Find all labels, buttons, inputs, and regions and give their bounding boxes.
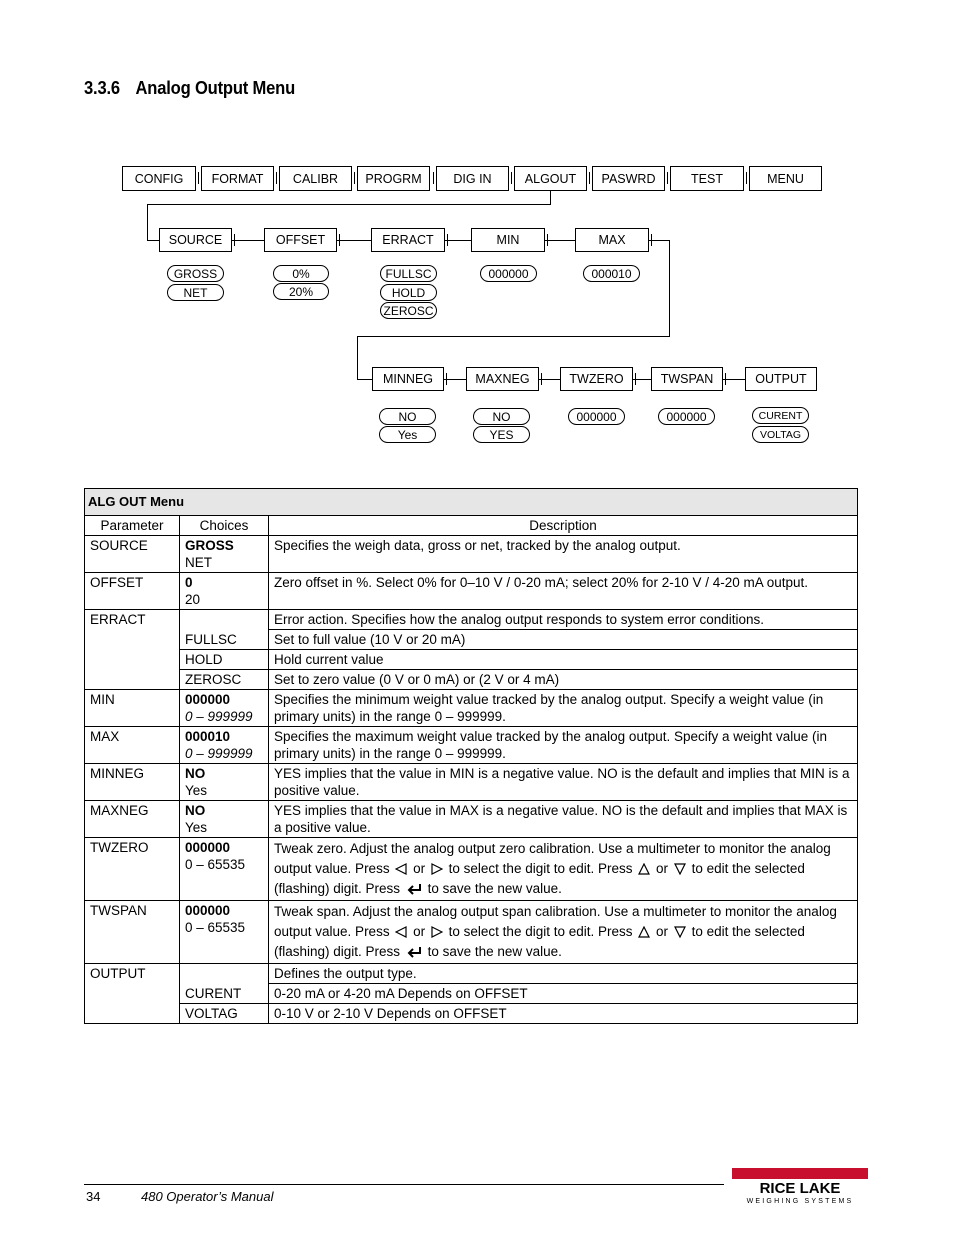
connector <box>635 373 636 385</box>
description-cell: 0-20 mA or 4-20 mA Depends on OFFSET <box>269 984 858 1004</box>
table-row <box>85 838 858 901</box>
section-title: Analog Output Menu <box>135 78 296 98</box>
description-cell: Set to full value (10 V or 20 mA) <box>269 630 858 650</box>
menu-digin: DIG IN <box>436 166 509 191</box>
table-row <box>85 764 858 801</box>
param-cell: SOURCE <box>85 536 180 573</box>
choices-cell <box>180 801 269 838</box>
table-row <box>85 801 858 838</box>
description-cell: Hold current value <box>269 650 858 670</box>
connector <box>147 204 551 205</box>
menu-menu: MENU <box>749 166 822 191</box>
right-arrow-icon <box>431 926 443 938</box>
description-cell: Tweak span. Adjust the analog output span calibration. Use a multimeter to monitor the analog output value. Press or to select the digit to edit. Press or to edit the selected (flashing) digit. Press to save the new value. <box>269 901 858 964</box>
choices-cell <box>180 690 269 727</box>
menu-calibr: CALIBR <box>279 166 352 191</box>
menu-progrm: PROGRM <box>357 166 430 191</box>
table-row <box>85 610 858 630</box>
connector <box>651 234 652 246</box>
menu-test: TEST <box>670 166 744 191</box>
choices-cell <box>180 901 269 964</box>
description-cell: Zero offset in %. Select 0% for 0–10 V / 0-20 mA; select 20% for 2-10 V / 4-20 mA output. <box>269 573 858 610</box>
rice-lake-logo <box>730 1168 870 1208</box>
section-heading <box>84 78 295 99</box>
enter-key-icon <box>406 946 422 958</box>
connector <box>541 373 542 385</box>
connector <box>669 240 670 337</box>
param-offset: OFFSET <box>264 228 337 252</box>
default-choice: 000000 <box>185 692 231 707</box>
table-row <box>85 690 858 727</box>
header-description: Description <box>269 516 858 536</box>
param-erract: ERRACT <box>371 228 445 252</box>
option-maxneg-no: NO <box>473 408 530 425</box>
menu-algout: ALGOUT <box>514 166 587 191</box>
option-20pct: 20% <box>273 283 329 300</box>
right-arrow-icon <box>431 863 443 875</box>
param-twspan: TWSPAN <box>651 367 723 391</box>
param-minneg: MINNEG <box>372 367 444 391</box>
default-choice: 000000 <box>185 840 231 855</box>
choice-range: 0 – 65535 <box>185 920 246 935</box>
param-cell: MAXNEG <box>85 801 180 838</box>
connector <box>232 240 264 241</box>
left-arrow-icon <box>395 926 407 938</box>
choices-cell <box>180 610 269 630</box>
connector <box>649 240 669 241</box>
choice: Yes <box>185 783 208 798</box>
connector <box>357 336 670 337</box>
param-cell: TWZERO <box>85 838 180 901</box>
connector <box>547 234 548 246</box>
choice: HOLD <box>180 650 269 670</box>
connector <box>725 373 726 385</box>
option-curent: CURENT <box>752 407 809 424</box>
logo-top-text: RICE LAKE <box>759 1180 841 1197</box>
table-row <box>85 650 858 670</box>
param-cell: OUTPUT <box>85 964 180 1024</box>
choice: VOLTAG <box>180 1004 269 1024</box>
connector <box>444 379 466 380</box>
choices-cell <box>180 838 269 901</box>
option-hold: HOLD <box>380 284 437 301</box>
down-arrow-icon <box>674 926 686 938</box>
param-output: OUTPUT <box>745 367 817 391</box>
description-cell: Defines the output type. <box>269 964 858 984</box>
choice: NET <box>185 555 212 570</box>
table-row <box>85 901 858 964</box>
description-cell: Specifies the maximum weight value tracked by the analog output. Specify a weight value (in primary units) in the range 0 – 999999. <box>269 727 858 764</box>
connector <box>539 379 560 380</box>
option-gross: GROSS <box>167 265 224 282</box>
connector <box>357 336 358 379</box>
table-row <box>85 984 858 1004</box>
description-cell: Set to zero value (0 V or 0 mA) or (2 V or 4 mA) <box>269 670 858 690</box>
connector <box>357 379 372 380</box>
alg-out-menu-table <box>84 488 858 1024</box>
choice-range: 0 – 999999 <box>185 746 253 761</box>
choices-cell <box>180 573 269 610</box>
option-twspan-value: 000000 <box>658 408 715 425</box>
option-net: NET <box>167 284 224 301</box>
table-row <box>85 1004 858 1024</box>
description-cell: Specifies the weigh data, gross or net, tracked by the analog output. <box>269 536 858 573</box>
default-choice: 000010 <box>185 729 231 744</box>
param-cell: MAX <box>85 727 180 764</box>
connector <box>339 234 340 246</box>
logo-bottom-text: WEIGHING SYSTEMS <box>746 1198 854 1205</box>
description-cell: Error action. Specifies how the analog output responds to system error conditions. <box>269 610 858 630</box>
page-number: 34 <box>86 1189 101 1204</box>
section-number: 3.3.6 <box>84 78 120 98</box>
enter-key-icon <box>406 883 422 895</box>
header-parameter: Parameter <box>85 516 180 536</box>
option-voltag: VOLTAG <box>752 426 809 443</box>
choices-cell <box>180 727 269 764</box>
connector <box>446 373 447 385</box>
option-0pct: 0% <box>273 265 329 282</box>
footer-rule <box>84 1184 724 1185</box>
choices-cell <box>180 964 269 984</box>
up-arrow-icon <box>638 863 650 875</box>
param-source: SOURCE <box>159 228 232 252</box>
choice: ZEROSC <box>180 670 269 690</box>
connector <box>147 204 148 240</box>
choice-range: 0 – 65535 <box>185 857 246 872</box>
default-choice: FULLSC <box>180 630 269 650</box>
connector <box>545 240 575 241</box>
choice-range: 0 – 999999 <box>185 709 253 724</box>
table-row <box>85 727 858 764</box>
param-maxneg: MAXNEG <box>466 367 539 391</box>
description-cell: YES implies that the value in MIN is a negative value. NO is the default and implies that MIN is a positive value. <box>269 764 858 801</box>
menu-config: CONFIG <box>122 166 196 191</box>
option-zerosc: ZEROSC <box>380 302 437 319</box>
connector <box>550 191 551 204</box>
param-cell: OFFSET <box>85 573 180 610</box>
param-cell: MINNEG <box>85 764 180 801</box>
choices-cell <box>180 536 269 573</box>
param-twzero: TWZERO <box>560 367 633 391</box>
table-title: ALG OUT Menu <box>85 489 858 516</box>
choice: Yes <box>185 820 208 835</box>
table-row <box>85 670 858 690</box>
table-row <box>85 536 858 573</box>
option-max-value: 000010 <box>583 265 640 282</box>
choice: 20 <box>185 592 201 607</box>
option-min-value: 000000 <box>480 265 537 282</box>
option-minneg-no: NO <box>379 408 436 425</box>
header-choices: Choices <box>180 516 269 536</box>
menu-paswrd: PASWRD <box>592 166 665 191</box>
description-cell: 0-10 V or 2-10 V Depends on OFFSET <box>269 1004 858 1024</box>
default-choice: GROSS <box>185 538 234 553</box>
table-row <box>85 964 858 984</box>
connector <box>445 240 471 241</box>
option-maxneg-yes: YES <box>473 426 530 443</box>
table-row <box>85 630 858 650</box>
connector <box>447 234 448 246</box>
param-min: MIN <box>471 228 545 252</box>
param-max: MAX <box>575 228 649 252</box>
connector <box>147 240 159 241</box>
default-choice: NO <box>185 766 206 781</box>
choices-cell <box>180 764 269 801</box>
option-twzero-value: 000000 <box>568 408 625 425</box>
default-choice: CURENT <box>180 984 269 1004</box>
param-cell: ERRACT <box>85 610 180 690</box>
up-arrow-icon <box>638 926 650 938</box>
option-minneg-yes: Yes <box>379 426 436 443</box>
connector <box>234 234 235 246</box>
default-choice: 0 <box>185 575 193 590</box>
description-cell: YES implies that the value in MAX is a negative value. NO is the default and implies that MAX is a positive value. <box>269 801 858 838</box>
description-cell: Tweak zero. Adjust the analog output zero calibration. Use a multimeter to monitor the analog output value. Press or to select the digit to edit. Press or to edit the selected (flashing) digit. Press to save the new value. <box>269 838 858 901</box>
connector <box>723 379 745 380</box>
default-choice: 000000 <box>185 903 231 918</box>
default-choice: NO <box>185 803 206 818</box>
description-cell: Specifies the minimum weight value tracked by the analog output. Specify a weight value (in primary units) in the range 0 – 999999. <box>269 690 858 727</box>
manual-title: 480 Operator’s Manual <box>141 1189 274 1204</box>
param-cell: TWSPAN <box>85 901 180 964</box>
param-cell: MIN <box>85 690 180 727</box>
option-fullsc: FULLSC <box>380 265 437 282</box>
connector <box>337 240 371 241</box>
menu-format: FORMAT <box>201 166 274 191</box>
table-row <box>85 573 858 610</box>
down-arrow-icon <box>674 863 686 875</box>
left-arrow-icon <box>395 863 407 875</box>
